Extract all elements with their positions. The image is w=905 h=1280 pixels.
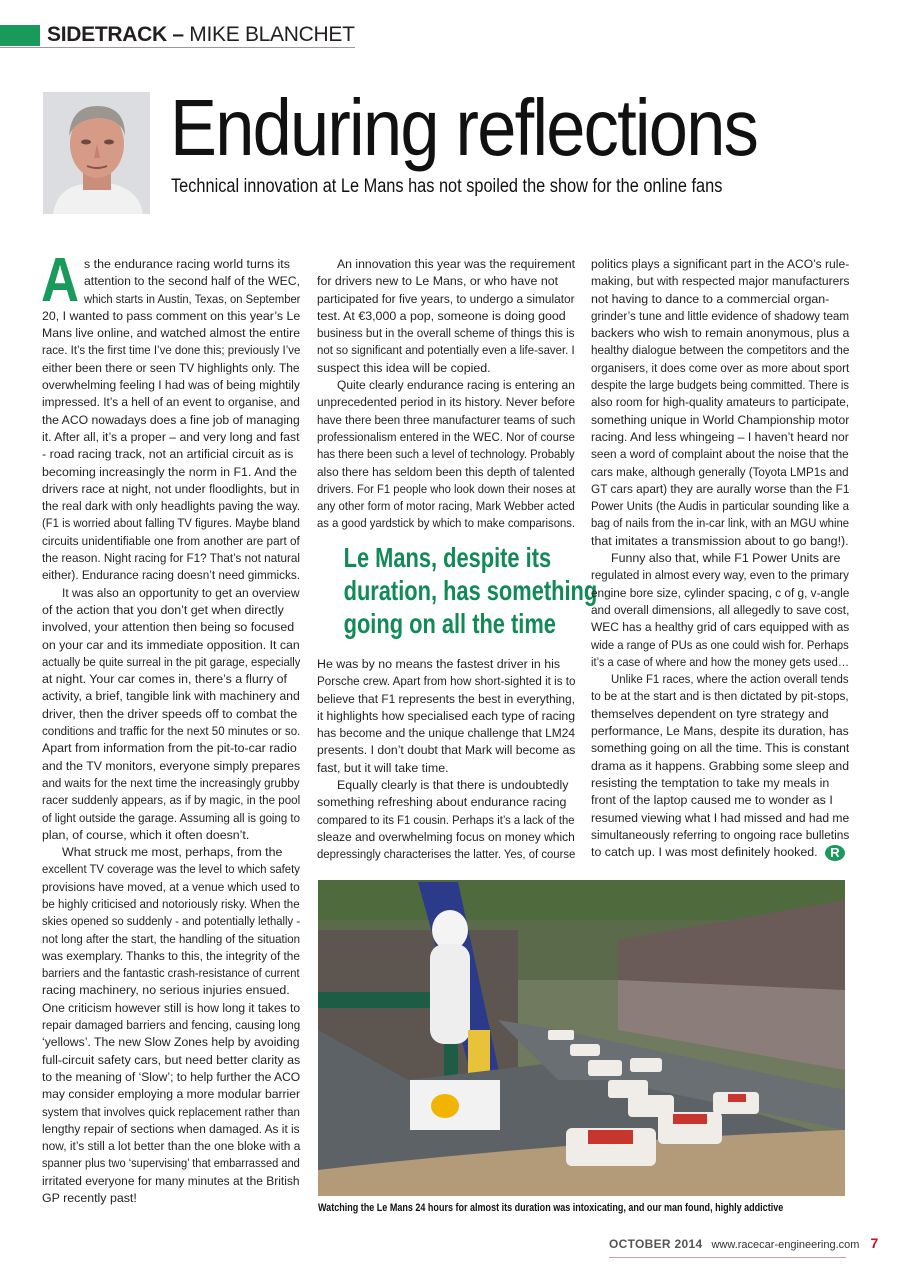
body-text-line: drama as it happens. Grabbing some sleep and bbox=[591, 758, 850, 773]
author-portrait bbox=[43, 92, 150, 214]
body-text-line: depressingly characterises the latter. Yes, of course bbox=[317, 847, 576, 862]
body-text-line: One criticism however still is how long it takes to bbox=[42, 1000, 301, 1015]
pull-quote-line: duration, has something bbox=[343, 575, 598, 606]
body-text-line: - road racing track, not an artificial circuit as is bbox=[42, 447, 294, 462]
body-text-line: has become and the unique challenge that LM24 bbox=[317, 726, 575, 741]
body-text-line: to catch up. I was most definitely hooked. bbox=[591, 845, 818, 860]
author-name: MIKE BLANCHET bbox=[189, 23, 355, 46]
body-text-line: overwhelming feeling I had was of being mightily bbox=[42, 378, 300, 393]
body-text-line: the real dark with only headlights paving the way. bbox=[42, 499, 301, 514]
section-dash: – bbox=[172, 23, 184, 46]
body-text-line: resumed viewing what I had missed and had me bbox=[591, 810, 850, 825]
body-text-line: circuits unidentifiable one from another are part of bbox=[42, 533, 300, 548]
body-text-line: was exemplary. Thanks to this, the integrity of the bbox=[42, 948, 300, 963]
body-text-line: sleaze and overwhelming focus on money which bbox=[317, 829, 575, 844]
body-text-line: it’s a case of where and how the money gets used… bbox=[591, 654, 849, 669]
body-text-line: something going on all the time. This is constant bbox=[591, 741, 850, 756]
body-text-line: activity, a brief, tangible link with machinery and bbox=[42, 689, 300, 704]
body-text-line: also room for high-quality amateurs to participate, bbox=[591, 395, 850, 410]
body-text-line: Funny also that, while F1 Power Units are bbox=[611, 551, 841, 566]
body-text-line: has there been such a level of technology. Probably bbox=[317, 447, 575, 462]
body-text-line: compared to its F1 cousin. Perhaps it’s a lack of the bbox=[317, 812, 575, 827]
body-text-line: at night. Your car comes in, there’s a flurry of bbox=[42, 672, 287, 687]
le-mans-race-photo bbox=[318, 880, 845, 1196]
body-text-line: (F1 is worried about falling TV figures. Maybe bland bbox=[42, 516, 300, 531]
body-text-line: making, but with respected major manufacturers bbox=[591, 274, 850, 289]
page-number: 7 bbox=[870, 1235, 879, 1251]
pull-quote-line: going on all the time bbox=[343, 608, 556, 639]
body-text-line: driver, then the driver speeds off to combat the bbox=[42, 706, 298, 721]
website-link[interactable]: www.racecar-engineering.com bbox=[711, 1239, 860, 1251]
body-text-line: either been there or seen TV highlights only. The bbox=[42, 360, 300, 375]
section-name: SIDETRACK bbox=[47, 23, 167, 46]
article-subtitle: Technical innovation at Le Mans has not spoiled the show for the online fans bbox=[171, 176, 723, 197]
body-text-line: s the endurance racing world turns its bbox=[84, 257, 290, 271]
body-text-line: backers who wish to remain anonymous, plus a bbox=[591, 326, 850, 341]
body-text-line: either). Endurance racing doesn’t need gimmicks. bbox=[42, 568, 301, 583]
body-text-line: Unlike F1 races, where the action overall tends bbox=[611, 672, 849, 687]
body-text-line: healthy dialogue between the competitors and the bbox=[591, 343, 850, 358]
body-text-line: attention to the second half of the WEC, bbox=[84, 274, 301, 289]
body-text-line: grinder’s tune and little evidence of shadowy team bbox=[591, 308, 850, 323]
body-text-line: themselves dependent on tyre strategy and bbox=[591, 706, 829, 721]
body-text-line: Apart from information from the pit-to-car radio bbox=[42, 741, 297, 756]
body-text-line: Equally clearly is that there is undoubtedly bbox=[337, 778, 569, 793]
body-text-line: What struck me most, perhaps, from the bbox=[62, 845, 283, 860]
body-text-line: also there has seldom been this depth of talented bbox=[317, 464, 575, 479]
body-text-line: Mans live online, and watched almost the entire bbox=[42, 326, 301, 341]
body-text-line: resisting the temptation to take my meals in bbox=[591, 775, 830, 790]
article-title: Enduring reflections bbox=[170, 83, 758, 172]
body-text-line: bag of nails from the in-car link, with an MGU whine bbox=[591, 516, 850, 531]
body-text-line: becoming increasingly the norm in F1. And the bbox=[42, 464, 297, 479]
body-text-line: repair damaged barriers and fencing, causing long bbox=[42, 1018, 301, 1033]
body-text-line: of light outside the garage. Assuming all is going to bbox=[42, 810, 300, 825]
body-text-line: now, it’s still a lot better than the one bloke with a bbox=[42, 1139, 301, 1154]
body-text-line: business but in the overall scheme of things this is bbox=[317, 326, 575, 341]
body-text-line: spanner plus two ‘supervising’ that embarrassed and bbox=[42, 1156, 300, 1171]
body-text-line: actually be quite surreal in the pit garage, especially bbox=[42, 654, 301, 669]
body-text-line: irritated everyone for many minutes at the British bbox=[42, 1173, 300, 1188]
body-text-line: fast, but it will take time. bbox=[317, 760, 449, 775]
body-text-line: seen a word of complaint about the noise that the bbox=[591, 447, 849, 462]
body-text-line: organisers, it does come over as more about sport bbox=[591, 360, 850, 375]
photo-caption: Watching the Le Mans 24 hours for almost its duration was intoxicating, and our man found, highly addictive bbox=[318, 1202, 784, 1214]
body-text-line: simultaneously referring to ongoing race bulletins bbox=[591, 827, 850, 842]
body-text-line: believe that F1 represents the best in everything, bbox=[317, 691, 575, 706]
end-mark-logo: R bbox=[825, 845, 845, 861]
body-text-line: to the meaning of ‘Slow’; to help further the ACO bbox=[42, 1069, 301, 1084]
section-header bbox=[47, 23, 355, 47]
body-text-line: wide a range of PUs as one could wish for. Perhaps bbox=[591, 637, 849, 652]
body-text-line: any other form of motor racing, Mark Webber acted bbox=[317, 499, 575, 514]
body-text-line: participated for five years, to undergo a simulator bbox=[317, 291, 575, 306]
drop-cap: A bbox=[41, 255, 80, 307]
header-rule bbox=[0, 47, 355, 48]
body-text-line: plan, of course, which it often doesn’t. bbox=[42, 827, 250, 842]
body-text-line: despite the large budgets being committed. There is bbox=[591, 378, 849, 393]
body-text-line: lengthy repair of sections when damaged. As it is bbox=[42, 1121, 300, 1136]
body-text-line: excellent TV coverage was the level to which safety bbox=[42, 862, 300, 877]
body-text-line: Quite clearly endurance racing is entering an bbox=[337, 378, 575, 393]
body-text-line: something unique in World Championship motor bbox=[591, 412, 850, 427]
body-text-line: presents. I don’t doubt that Mark will become as bbox=[317, 743, 576, 758]
body-text-line: as a good yardstick by which to make comparisons. bbox=[317, 516, 576, 531]
body-text-line: the ACO nowadays does a fine job of managing bbox=[42, 412, 300, 427]
body-text-line: something refreshing about endurance racing bbox=[317, 795, 567, 810]
body-text-line: on your car and its immediate opposition. It can bbox=[42, 637, 300, 652]
body-text-line: may consider employing a more modular barrier bbox=[42, 1087, 301, 1102]
page-footer bbox=[609, 1235, 878, 1251]
body-text-line: He was by no means the fastest driver in his bbox=[317, 657, 561, 671]
article-column-3 bbox=[591, 256, 849, 861]
body-text-line: conditions and traffic for the next 50 minutes or so. bbox=[42, 724, 301, 739]
body-text-line: 20, I wanted to pass comment on this year’s Le bbox=[42, 308, 301, 323]
pull-quote bbox=[315, 541, 598, 640]
article-column-1 bbox=[42, 256, 300, 1207]
body-text-line: skies opened so suddenly - and potentially lethally - bbox=[42, 914, 301, 929]
body-text-line: and the TV monitors, everyone simply prepares bbox=[42, 758, 301, 773]
body-text-line: it highlights how specialised each type of racing bbox=[317, 708, 576, 723]
body-text-line: impressed. It’s a hell of an event to organise, and bbox=[42, 395, 300, 410]
body-text-line: drivers race at night, not under floodlights, but in bbox=[42, 481, 300, 496]
body-text-line: not long after the start, the handling of the situation bbox=[42, 931, 300, 946]
body-text-line: regulated in almost every way, even to the primary bbox=[591, 568, 849, 583]
article-column-2-top bbox=[317, 256, 575, 533]
body-text-line: which starts in Austin, Texas, on September bbox=[84, 291, 301, 306]
body-text-line: not having to dance to a commercial organ- bbox=[591, 291, 830, 306]
body-text-line: An innovation this year was the requirement bbox=[337, 257, 576, 271]
body-text-line: for drivers new to Le Mans, or who have not bbox=[317, 274, 559, 289]
issue-date: OCTOBER 2014 bbox=[609, 1237, 703, 1251]
body-text-line: and overall dimensions, all allegedly to save cost, bbox=[591, 602, 850, 617]
body-text-line: unprecedented period in its history. Never before bbox=[317, 395, 576, 410]
body-text-line: front of the laptop caused me to wonder as I bbox=[591, 793, 833, 808]
body-text-line: racer suddenly appears, as if by magic, in the pool bbox=[42, 793, 301, 808]
body-text-line: race. It’s the first time I’ve done this; previously I’ve bbox=[42, 343, 301, 358]
body-text-line: performance, Le Mans, despite its duration, has bbox=[591, 724, 849, 739]
body-text-line: WEC has a healthy grid of cars equipped with as bbox=[591, 620, 850, 635]
body-text-line: GT cars apart) they are aurally worse than the F1 bbox=[591, 481, 850, 496]
body-text-line: Porsche crew. Apart from how short-sighted it is to bbox=[317, 674, 576, 689]
body-text-line: politics plays a significant part in the ACO’s rule- bbox=[591, 257, 850, 271]
body-text-line: test. At €3,000 a pop, someone is doing good bbox=[317, 308, 566, 323]
body-text-line: cars make, although generally (Toyota LMP1s and bbox=[591, 464, 849, 479]
body-text-line: GP recently past! bbox=[42, 1191, 137, 1206]
body-text-line: the reason. Night racing for F1? That’s not natural bbox=[42, 551, 300, 566]
body-text-line: and waits for the next time the increasingly grubby bbox=[42, 775, 300, 790]
article-column-2-bottom bbox=[317, 656, 575, 864]
body-text-line: of the action that you don’t get when directly bbox=[42, 602, 284, 617]
body-text-line: that imitates a transmission about to go bang!). bbox=[591, 533, 849, 548]
body-text-line: It was also an opportunity to get an overview bbox=[62, 585, 300, 600]
body-text-line: ‘yellows’. The new Slow Zones help by avoiding bbox=[42, 1035, 300, 1050]
body-text-line: racing. And less whingeing – I haven’t heard nor bbox=[591, 429, 849, 444]
pull-quote-line: Le Mans, despite its bbox=[343, 542, 552, 573]
body-text-line: not so significant and potentially even a life-saver. I bbox=[317, 343, 575, 358]
body-text-line: to be at the start and is then dictated by pit-stops, bbox=[591, 689, 849, 704]
body-text-line: full-circuit safety cars, but need better clarity as bbox=[42, 1052, 301, 1067]
body-text-line: be highly criticised and notoriously risky. When the bbox=[42, 896, 300, 911]
body-text-line: engine bore size, cylinder spacing, c of g, v-angle bbox=[591, 585, 850, 600]
body-text-line: involved, your attention then being so focused bbox=[42, 620, 295, 635]
body-text-line: racing machinery, no serious injuries ensued. bbox=[42, 983, 290, 998]
body-text-line: system that involves quick replacement rather than bbox=[42, 1104, 300, 1119]
body-text-line: professionalism entered in the WEC. Nor of course bbox=[317, 429, 575, 444]
body-text-line: Power Units (the Audis in particular sounding like a bbox=[591, 499, 849, 514]
body-text-line: barriers and the fantastic crash-resistance of current bbox=[42, 966, 300, 981]
body-text-line: provisions have moved, at a venue which used to bbox=[42, 879, 300, 894]
body-text-line: suspect this idea will be copied. bbox=[317, 360, 491, 375]
body-text-line: drivers. For F1 people who look down their noses at bbox=[317, 481, 576, 496]
body-text-line: have there been three manufacturer teams of such bbox=[317, 412, 576, 427]
body-text-line: it. After all, it’s a proper – and very long and fast bbox=[42, 429, 300, 444]
section-color-bar bbox=[0, 25, 40, 46]
footer-rule bbox=[609, 1257, 846, 1258]
